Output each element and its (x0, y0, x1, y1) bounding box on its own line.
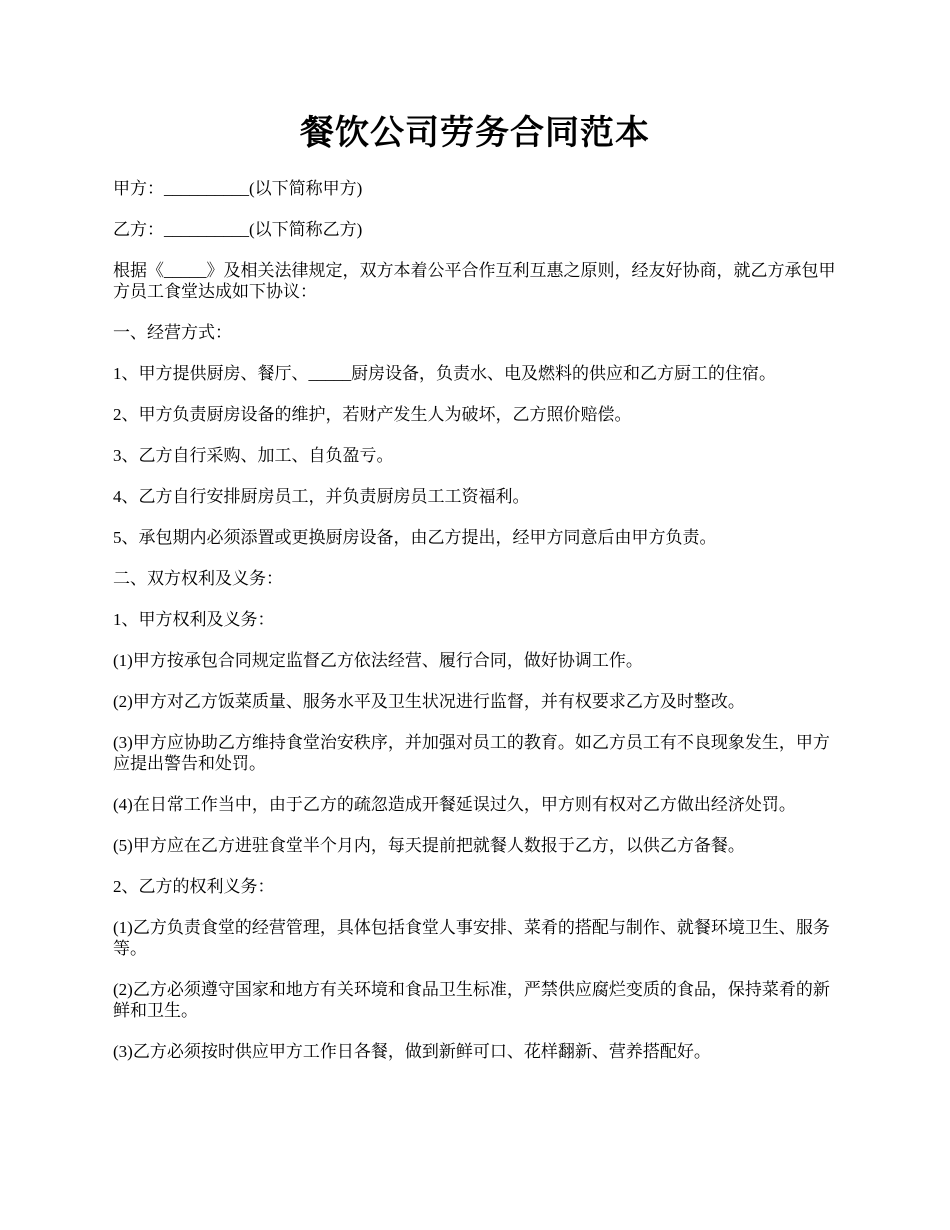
clause-a-1: (1)甲方按承包合同规定监督乙方依法经营、履行合同，做好协调工作。 (113, 651, 643, 670)
clause-1-4: 4、乙方自行安排厨房员工，并负责厨房员工工资福利。 (113, 487, 530, 506)
clause-b-2: (2)乙方必须遵守国家和地方有关环境和食品卫生标准，严禁供应腐烂变质的食品，保持菜肴的新鲜和卫生。 (113, 980, 830, 1020)
section-heading-rights: 二、双方权利及义务： (113, 569, 283, 588)
document-title: 餐饮公司劳务合同范本 (300, 115, 650, 152)
subsection-party-a: 1、甲方权利及义务： (113, 610, 275, 629)
clause-b-3: (3)乙方必须按时供应甲方工作日各餐，做到新鲜可口、花样翻新、营养搭配好。 (113, 1042, 711, 1061)
clause-1-2: 2、甲方负责厨房设备的维护，若财产发生人为破坏，乙方照价赔偿。 (113, 405, 632, 424)
clause-1-3: 3、乙方自行采购、加工、自负盈亏。 (113, 446, 394, 465)
subsection-party-b: 2、乙方的权利义务： (113, 877, 275, 896)
clause-1-1: 1、甲方提供厨房、餐厅、_____厨房设备，负责水、电及燃料的供应和乙方厨工的住宿。 (113, 364, 776, 383)
section-heading-operation: 一、经营方式： (113, 323, 232, 342)
party-a-line: 甲方：__________(以下简称甲方) (113, 179, 363, 198)
clause-1-5: 5、承包期内必须添置或更换厨房设备，由乙方提出，经甲方同意后由甲方负责。 (113, 528, 717, 547)
clause-a-5: (5)甲方应在乙方进驻食堂半个月内，每天提前把就餐人数报于乙方，以供乙方备餐。 (113, 836, 745, 855)
clause-a-2: (2)甲方对乙方饭菜质量、服务水平及卫生状况进行监督，并有权要求乙方及时整改。 (113, 692, 745, 711)
clause-a-4: (4)在日常工作当中，由于乙方的疏忽造成开餐延误过久，甲方则有权对乙方做出经济处罚。 (113, 795, 796, 814)
clause-a-3: (3)甲方应协助乙方维持食堂治安秩序，并加强对员工的教育。如乙方员工有不良现象发生，甲方应提出警告和处罚。 (113, 733, 830, 773)
document-body (113, 178, 841, 1082)
party-b-line: 乙方：__________(以下简称乙方) (113, 220, 363, 239)
clause-b-1: (1)乙方负责食堂的经营管理，具体包括食堂人事安排、菜肴的搭配与制作、就餐环境卫生、服务等。 (113, 918, 830, 958)
preamble-paragraph: 根据《_____》及相关法律规定，双方本着公平合作互利互惠之原则，经友好协商，就乙方承包甲方员工食堂达成如下协议： (113, 261, 836, 301)
